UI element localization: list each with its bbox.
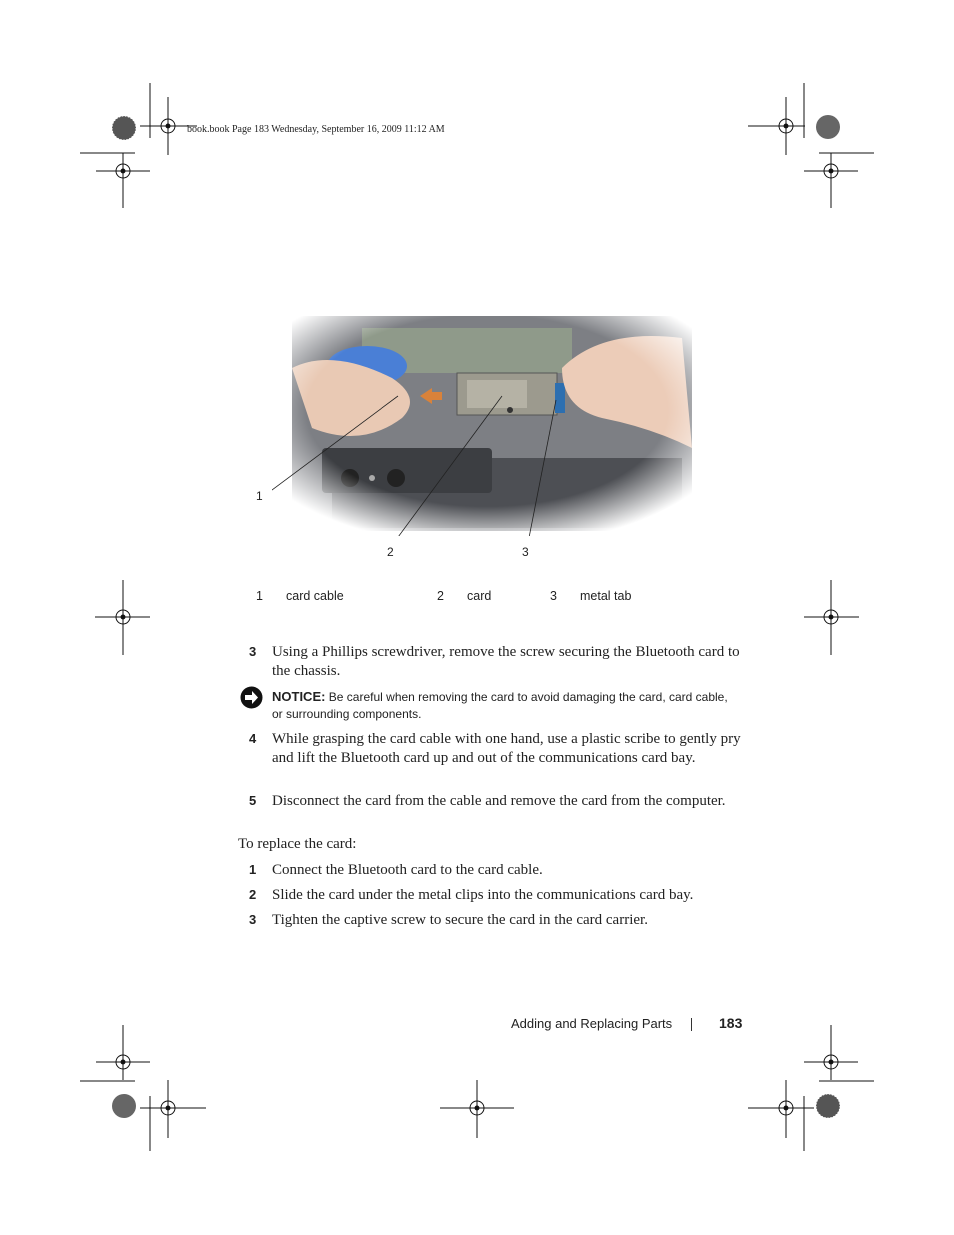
callout-2: 2 bbox=[387, 545, 394, 559]
legend-num: 2 bbox=[437, 589, 444, 603]
callout-1: 1 bbox=[256, 489, 263, 503]
step-text: Using a Phillips screwdriver, remove the screw securing the Bluetooth card to the chassis. bbox=[272, 644, 740, 679]
step-number: 4 bbox=[249, 731, 257, 746]
legend-text: card bbox=[467, 589, 492, 603]
legend-num: 3 bbox=[550, 589, 557, 603]
print-header: book.book Page 183 Wednesday, September 16, 2009 11:12 AM bbox=[187, 124, 445, 135]
bluetooth-card-illustration bbox=[272, 308, 702, 536]
legend-text: card cable bbox=[286, 589, 344, 603]
notice-text bbox=[272, 688, 732, 723]
page-number: 183 bbox=[719, 1015, 743, 1031]
step-text: While grasping the card cable with one hand, use a plastic scribe to gently pry and lift the Bluetooth card up and out of the communications card bay. bbox=[272, 731, 741, 766]
legend-text: metal tab bbox=[580, 589, 632, 603]
replace-intro: To replace the card: bbox=[238, 836, 357, 852]
step-number: 3 bbox=[249, 644, 257, 659]
step-text: Connect the Bluetooth card to the card cable. bbox=[272, 862, 543, 878]
callout-3: 3 bbox=[522, 545, 529, 559]
notice-body: Be careful when removing the card to avoid damaging the card, card cable, or surrounding components. bbox=[272, 690, 728, 721]
notice-arrow-icon bbox=[240, 686, 263, 709]
step-number: 3 bbox=[249, 912, 257, 927]
step-number: 2 bbox=[249, 887, 257, 902]
legend-num: 1 bbox=[256, 589, 263, 603]
notice-label: NOTICE: bbox=[272, 689, 326, 704]
footer-divider bbox=[691, 1018, 692, 1031]
step-text: Disconnect the card from the cable and remove the card from the computer. bbox=[272, 793, 726, 809]
step-text: Slide the card under the metal clips into the communications card bay. bbox=[272, 887, 694, 903]
step-number: 1 bbox=[249, 862, 257, 877]
step-number: 5 bbox=[249, 793, 257, 808]
step-text: Tighten the captive screw to secure the card in the card carrier. bbox=[272, 912, 648, 928]
footer-section-title: Adding and Replacing Parts bbox=[511, 1016, 673, 1031]
